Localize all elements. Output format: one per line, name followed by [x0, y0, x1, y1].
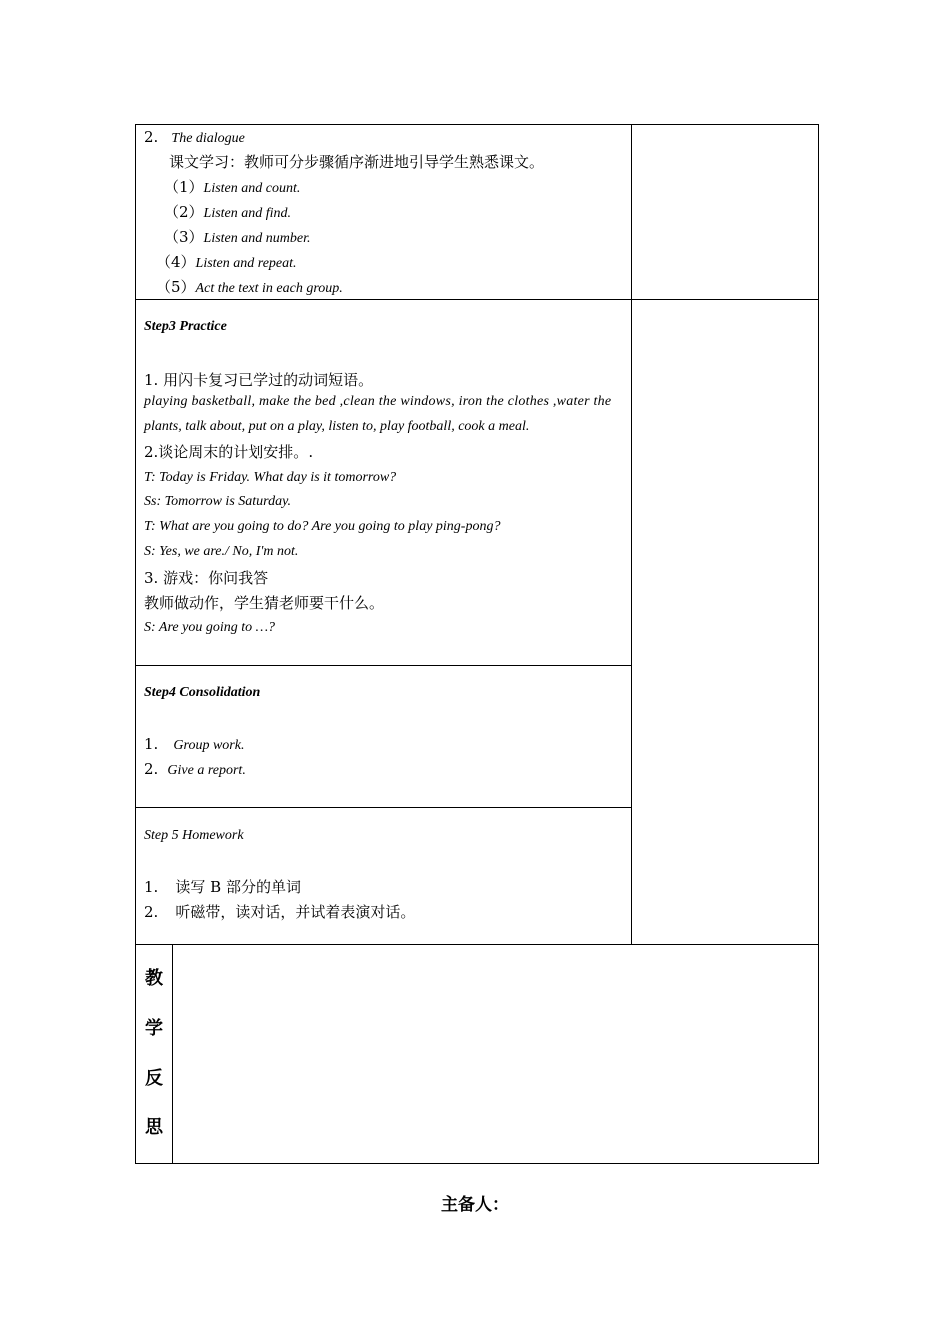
- row-divider-step3: [135, 665, 632, 666]
- dialogue-step-text: Listen and repeat.: [195, 256, 297, 271]
- step4-title: Step4 Consolidation: [144, 685, 261, 700]
- dialogue-heading-row: [144, 127, 245, 149]
- dialogue-step-text: Listen and find.: [203, 206, 292, 221]
- column-divider: [631, 124, 632, 944]
- dialogue-step-number: （1）: [164, 178, 204, 196]
- dialogue-step-text: Listen and number.: [203, 231, 311, 246]
- dialogue-section: [144, 126, 629, 298]
- dialogue-step-number: （4）: [156, 253, 196, 271]
- table-border-left: [135, 124, 136, 1164]
- step5-section: [144, 810, 629, 942]
- step3-item2: 2.谈论周末的计划安排。.: [144, 443, 314, 461]
- step5-item-number: 2.: [144, 903, 159, 921]
- dialogue-step-number: （5）: [156, 278, 196, 296]
- step4-item-number: 1.: [144, 735, 159, 753]
- row-divider-reflection: [135, 944, 819, 945]
- step3-item3-example: S: Are you going to …?: [144, 620, 276, 635]
- step3-dialogue-line: T: Today is Friday. What day is it tomorrow?: [144, 470, 397, 485]
- reflection-label-char: 思: [145, 1117, 163, 1138]
- step4-item-number: 2.: [144, 760, 159, 778]
- dialogue-step-number: （3）: [164, 228, 204, 246]
- step3-dialogue-line: T: What are you going to do? Are you going to play ping-pong?: [144, 519, 501, 534]
- dialogue-step: [156, 252, 297, 274]
- step3-section: [144, 302, 629, 662]
- step5-item: [144, 902, 415, 922]
- step5-item-text: 听磁带，读对话，并试着表演对话。: [175, 903, 416, 921]
- reflection-label-char: 学: [145, 1018, 163, 1039]
- step4-item: [144, 759, 246, 781]
- dialogue-step: [164, 227, 311, 249]
- table-border-bottom: [135, 1163, 819, 1164]
- step3-dialogue-line: Ss: Tomorrow is Saturday.: [144, 494, 292, 509]
- step3-title: Step3 Practice: [144, 319, 227, 334]
- step5-item: [144, 877, 301, 897]
- step3-phrases-line1: playing basketball, make the bed ,clean the windows, iron the clothes ,water the: [144, 394, 612, 409]
- dialogue-step: [164, 202, 291, 224]
- step4-item-text: Give a report.: [167, 763, 246, 778]
- reflection-label-char: 反: [145, 1068, 163, 1089]
- dialogue-step: [164, 177, 300, 199]
- table-border-top: [135, 124, 819, 125]
- row-divider-dialogue: [135, 299, 819, 300]
- dialogue-step: [156, 277, 343, 299]
- dialogue-step-text: Act the text in each group.: [195, 281, 343, 296]
- step3-item3-description: 教师做动作，学生猜老师要干什么。: [144, 594, 385, 612]
- dialogue-step-number: （2）: [164, 203, 204, 221]
- reflection-label-divider: [172, 944, 173, 1164]
- preparer-label: 主备人：: [441, 1195, 509, 1215]
- table-border-right: [818, 124, 819, 1164]
- step3-dialogue-line: S: Yes, we are./ No, I'm not.: [144, 544, 299, 559]
- step5-item-number: 1.: [144, 878, 159, 896]
- step4-item: [144, 734, 244, 756]
- dialogue-intro: 课文学习：教师可分步骤循序渐进地引导学生熟悉课文。: [169, 153, 545, 171]
- reflection-label-char: 教: [145, 968, 163, 989]
- dialogue-step-text: Listen and count.: [203, 181, 301, 196]
- dialogue-heading: The dialogue: [171, 131, 245, 146]
- step4-item-text: Group work.: [173, 738, 245, 753]
- dialogue-heading-number: 2.: [144, 128, 159, 146]
- row-divider-step4: [135, 807, 632, 808]
- step5-item-text: 读写 B 部分的单词: [175, 878, 301, 896]
- step5-title: Step 5 Homework: [144, 828, 244, 843]
- step3-item1: 1. 用闪卡复习已学过的动词短语。: [144, 371, 374, 389]
- step4-section: [144, 668, 629, 804]
- step3-phrases-line2: plants, talk about, put on a play, listen to, play football, cook a meal.: [144, 419, 530, 434]
- step3-item3: 3. 游戏：你问我答: [144, 569, 269, 587]
